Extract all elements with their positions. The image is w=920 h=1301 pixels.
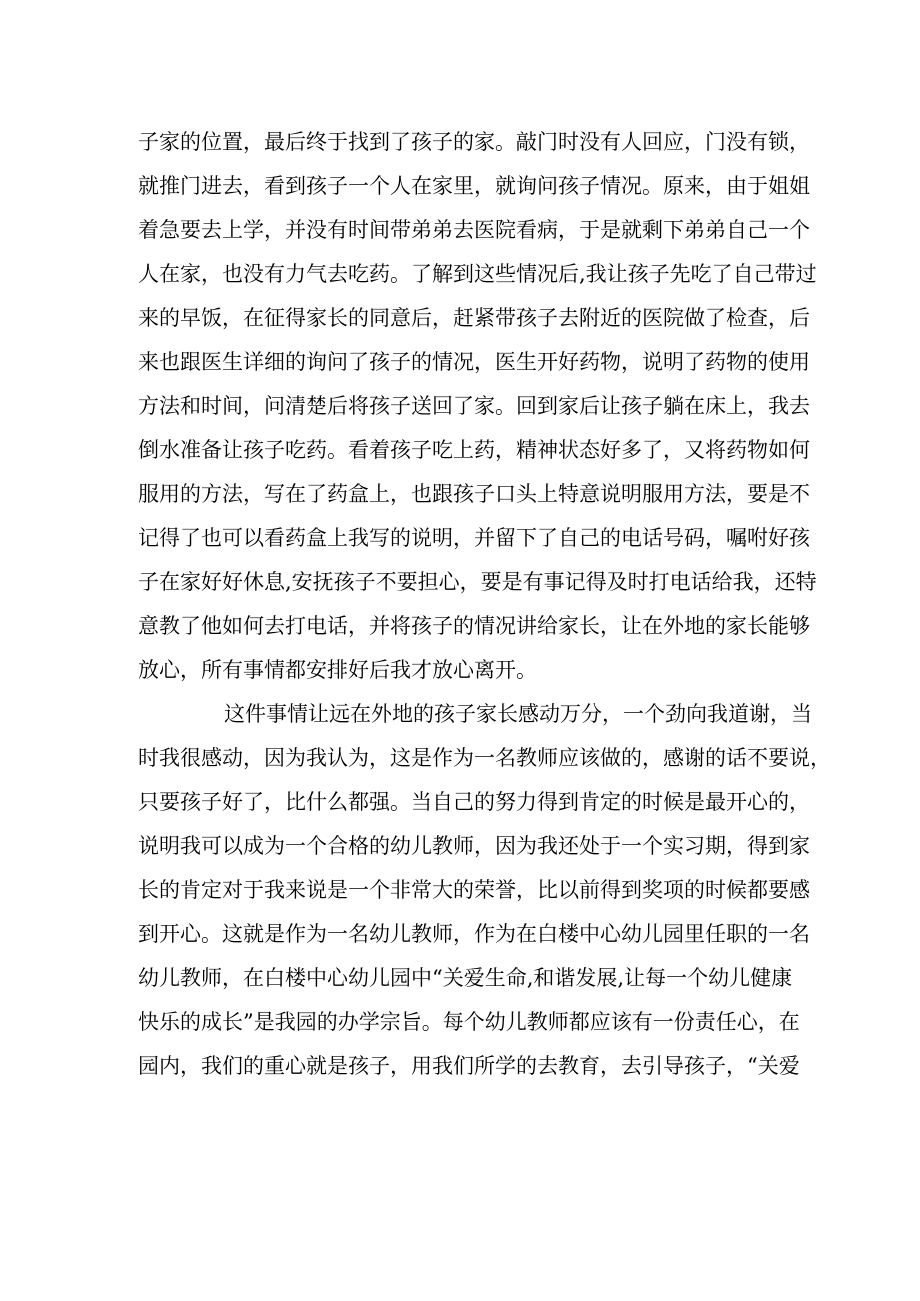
- text-line: 倒水准备让孩子吃药。看着孩子吃上药，精神状态好多了，又将药物如何: [138, 438, 810, 462]
- text-line: 着急要去上学，并没有时间带弟弟去医院看病，于是就剩下弟弟自己一个: [138, 218, 810, 242]
- text-line: 快乐的成长”是我园的办学宗旨。每个幼儿教师都应该有一份责任心，在: [138, 1010, 800, 1034]
- paragraph-first-line: 这件事情让远在外地的孩子家长感动万分，一个劲向我道谢，当: [224, 702, 812, 726]
- text-line: 幼儿教师，在白楼中心幼儿园中“关爱生命,和谐发展,让每一个幼儿健康: [138, 966, 793, 990]
- text-line: 意教了他如何去打电话，并将孩子的情况讲给家长，让在外地的家长能够: [138, 614, 810, 638]
- text-line: 长的肯定对于我来说是一个非常大的荣誉，比以前得到奖项的时候都要感: [138, 878, 810, 902]
- text-line: 记得了也可以看药盒上我写的说明，并留下了自己的电话号码，嘱咐好孩: [138, 526, 810, 550]
- text-line: 服用的方法，写在了药盒上，也跟孩子口头上特意说明服用方法，要是不: [138, 482, 810, 506]
- text-line: 说明我可以成为一个合格的幼儿教师，因为我还处于一个实习期，得到家: [138, 834, 810, 858]
- text-line: 园内，我们的重心就是孩子，用我们所学的去教育，去引导孩子，“关爱: [138, 1054, 800, 1078]
- text-line: 子家的位置，最后终于找到了孩子的家。敲门时没有人回应，门没有锁，: [138, 130, 810, 154]
- text-line: 时我很感动，因为我认为，这是作为一名教师应该做的，感谢的话不要说，: [138, 746, 831, 770]
- text-line: 方法和时间，问清楚后将孩子送回了家。回到家后让孩子躺在床上，我去: [138, 394, 810, 418]
- text-line: 到开心。这就是作为一名幼儿教师，作为在白楼中心幼儿园里任职的一名: [138, 922, 810, 946]
- text-line: 就推门进去，看到孩子一个人在家里，就询问孩子情况。原来，由于姐姐: [138, 174, 810, 198]
- paragraph-end-line: 放心，所有事情都安排好后我才放心离开。: [138, 658, 537, 682]
- text-line: 只要孩子好了，比什么都强。当自己的努力得到肯定的时候是最开心的，: [138, 790, 810, 814]
- text-line: 人在家，也没有力气去吃药。了解到这些情况后,我让孩子先吃了自己带过: [138, 262, 817, 286]
- text-line: 来也跟医生详细的询问了孩子的情况，医生开好药物，说明了药物的使用: [138, 350, 810, 374]
- text-line: 来的早饭，在征得家长的同意后，赶紧带孩子去附近的医院做了检查，后: [138, 306, 810, 330]
- body-text: [138, 120, 831, 1088]
- text-line: 子在家好好休息,安抚孩子不要担心，要是有事记得及时打电话给我，还特: [138, 570, 817, 594]
